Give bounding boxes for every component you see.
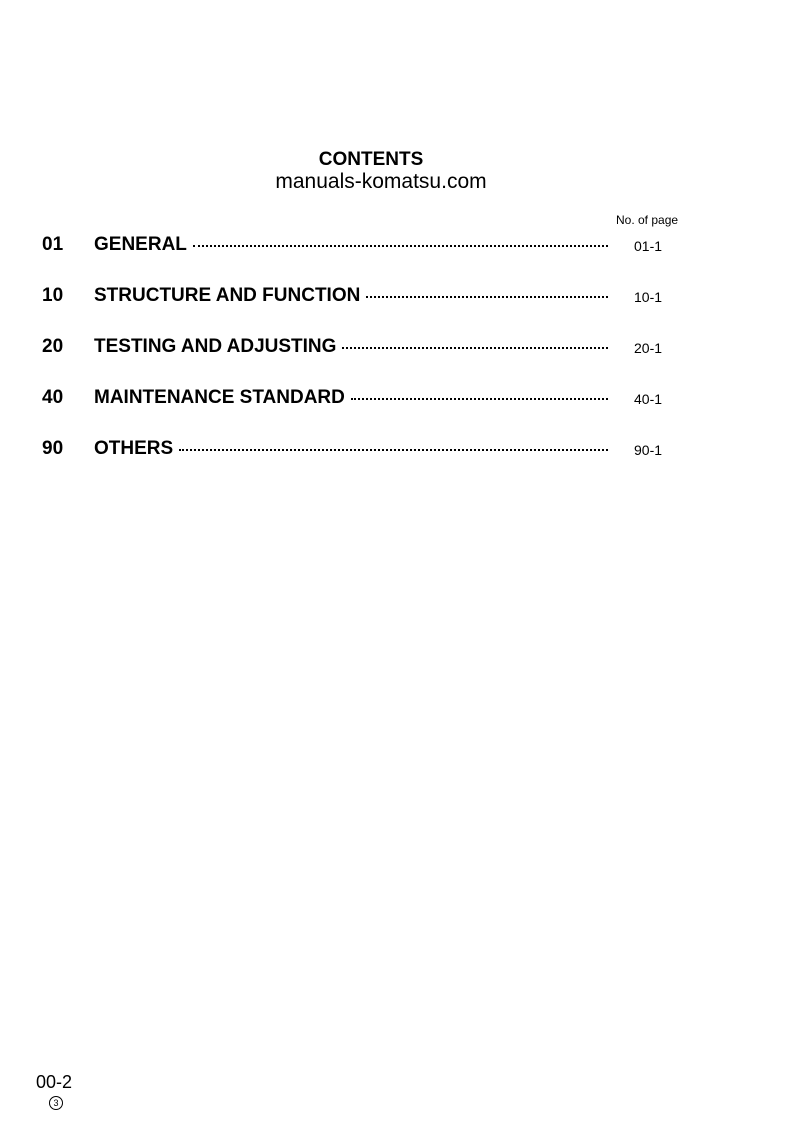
footer-page-number: 00-2 [36, 1072, 73, 1092]
toc-entry-page: 01-1 [634, 238, 663, 254]
dot-leader [342, 347, 608, 349]
toc-entry-page: 20-1 [634, 340, 663, 356]
toc-entry-number: 90 [42, 438, 64, 459]
toc-entry-page: 40-1 [634, 391, 663, 407]
page-title: CONTENTS [318, 149, 424, 170]
dot-leader [366, 296, 608, 298]
toc-entry-testing-and-adjusting[interactable] [42, 334, 682, 360]
toc-entry-maintenance-standard[interactable] [42, 385, 682, 411]
toc-entry-page: 90-1 [634, 442, 663, 458]
revision-mark: 3 [49, 1096, 63, 1110]
website-url[interactable]: manuals-komatsu.com [275, 170, 487, 193]
toc-entry-number: 10 [42, 285, 64, 306]
dot-leader [193, 245, 608, 247]
toc-entry-number: 20 [42, 336, 64, 357]
toc-entry-general[interactable] [42, 232, 682, 258]
toc-entry-number: 40 [42, 387, 64, 408]
toc-entry-others[interactable] [42, 436, 682, 462]
toc-entry-number: 01 [42, 234, 64, 255]
pages-column-label: No. of page [616, 213, 679, 227]
toc-entry-structure-and-function[interactable] [42, 283, 682, 309]
dot-leader [351, 398, 608, 400]
toc-entry-page: 10-1 [634, 289, 663, 305]
toc-entry-title: OTHERS [94, 438, 174, 459]
toc-entry-title: MAINTENANCE STANDARD [94, 387, 345, 408]
toc-entry-title: TESTING AND ADJUSTING [94, 336, 337, 357]
toc-entry-title: STRUCTURE AND FUNCTION [94, 285, 361, 306]
toc-entry-title: GENERAL [94, 234, 187, 255]
dot-leader [179, 449, 608, 451]
